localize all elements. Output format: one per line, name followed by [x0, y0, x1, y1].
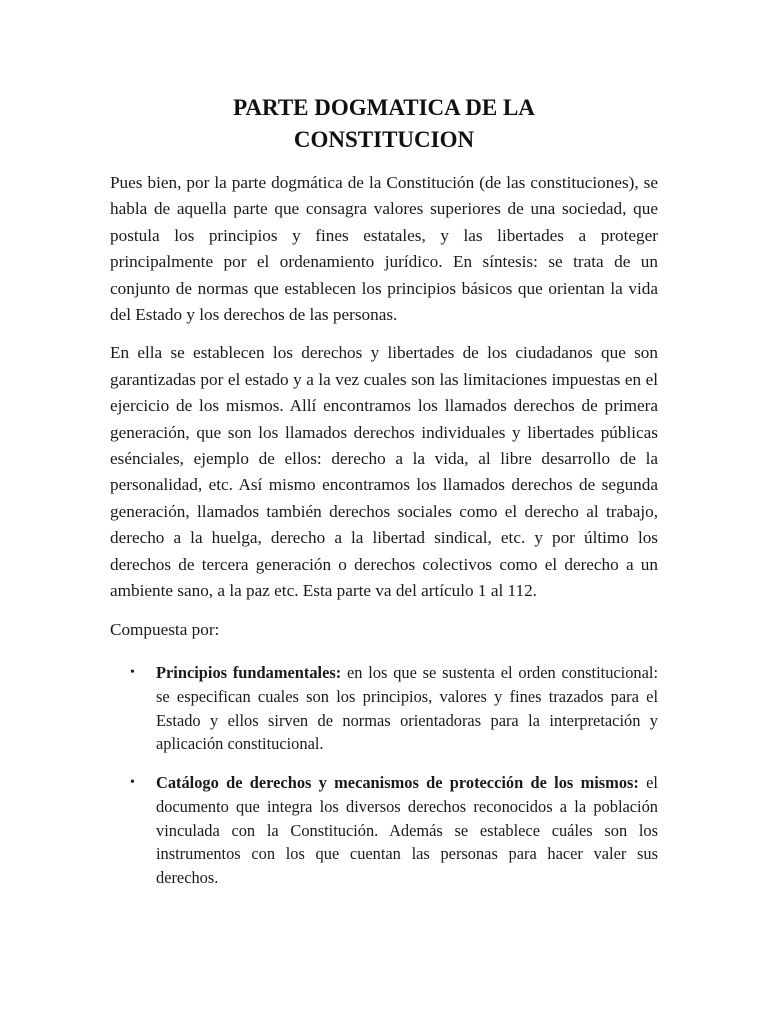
paragraph-1: Pues bien, por la parte dogmática de la Constitución (de las constituciones), se habla de aquella parte que consagra valores superiores de una sociedad, que postula los principios y fines estatales, y las libertades a proteger principalmente por el ordenamiento jurídico. En síntesis: se trata de un conjunto de normas que establecen los principios básicos que orientan la vida del Estado y los derechos de las personas. [110, 173, 658, 325]
item-text: el documento que integra los diversos derechos reconocidos a la población vinculada con la Constitución. Además se establece cuáles son los instrumentos con los que cuentan las personas para hacer valer sus derechos. [156, 773, 658, 888]
item-term: Catálogo de derechos y mecanismos de protección de los mismos: [156, 773, 639, 793]
component-list [110, 661, 658, 890]
bullet-icon: • [130, 664, 135, 680]
document-title [110, 92, 658, 156]
list-item [110, 771, 658, 890]
document-page [110, 92, 658, 905]
paragraph-2: En ella se establecen los derechos y libertades de los ciudadanos que son garantizadas por el estado y a la vez cuales son las limitaciones impuestas en el ejercicio de los mismos. Allí encontramos los llamados derechos de primera generación, que son los llamados derechos individuales y libertades públicas esénciales, ejemplo de ellos: derecho a la vida, al libre desarrollo de la personalidad, etc. Así mismo encontramos los llamados derechos de segunda generación, llamados también derechos sociales como el derecho al trabajo, derecho a la huelga, derecho a la libertad sindical, etc. y por último los derechos de tercera generación o derechos colectivos como el derecho a un ambiente sano, a la paz etc. Esta parte va del artículo 1 al 112. [110, 343, 658, 601]
item-text: en los que se sustenta el orden constitucional: se especifican cuales son los principios, valores y fines trazados para el Estado y ellos sirven de normas orientadoras para la interpretación y aplicación constitucional. [156, 662, 658, 754]
bullet-icon: • [130, 775, 135, 791]
title-line-1: PARTE DOGMATICA DE LA [233, 95, 535, 120]
item-term: Principios fundamentales: [156, 662, 342, 682]
title-line-2: CONSTITUCION [293, 127, 475, 152]
list-intro: Compuesta por: [110, 619, 220, 639]
list-item [110, 661, 658, 756]
